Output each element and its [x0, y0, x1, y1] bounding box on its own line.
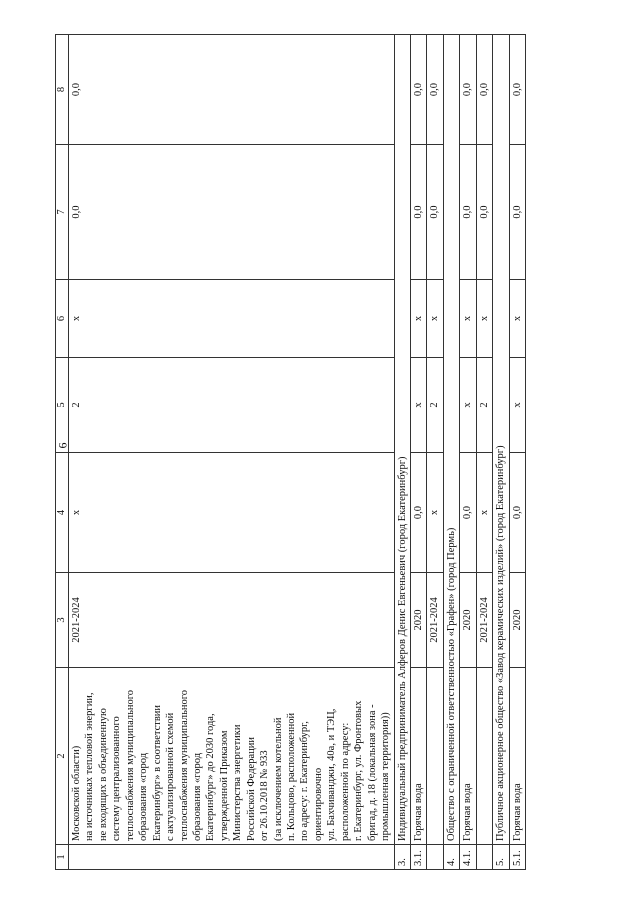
section-title: Индивидуальный предприниматель Алферов Денис Евгеньевич (город Екатеринбург) [394, 35, 410, 845]
table-row [410, 35, 426, 870]
value-cell-8: 0,0 [410, 35, 426, 145]
value-cell-5: х [509, 358, 525, 453]
value-cell-6: х [460, 280, 476, 358]
value-cell-8: 0,0 [509, 35, 525, 145]
row-number-cell [69, 845, 395, 870]
value-cell-5: х [410, 358, 426, 453]
value-cell-8: 0,0 [69, 35, 395, 145]
value-cell-8: 0,0 [460, 35, 476, 145]
section-row [394, 35, 410, 870]
description-line: образования «город [138, 752, 150, 841]
description-cell: Горячая вода [460, 668, 476, 845]
value-cell-8: 0,0 [427, 35, 443, 145]
row-number-cell [476, 845, 492, 870]
description-line: теплоснабжения муниципального [124, 689, 136, 841]
value-cell-4: х [69, 453, 395, 573]
description-cell: Горячая вода [509, 668, 525, 845]
section-number: 5. [493, 845, 509, 870]
description-line: Российской Федерации [245, 737, 257, 841]
table-row [427, 35, 443, 870]
value-cell-8: 0,0 [476, 35, 492, 145]
value-cell-7: 0,0 [69, 145, 395, 280]
description-line: промышленная территория)) [380, 712, 392, 841]
table-row [460, 35, 476, 870]
description-line: образования «город [191, 752, 203, 841]
value-cell-7: 0,0 [460, 145, 476, 280]
value-cell-4: х [476, 453, 492, 573]
description-cell [69, 668, 395, 845]
description-line: Екатеринбург» в соответствии [151, 704, 163, 841]
header-cell: 5 [56, 358, 69, 453]
header-cell: 4 [56, 453, 69, 573]
value-cell-6: х [427, 280, 443, 358]
page-number: 6 [55, 442, 70, 449]
description-line: Министерства энергетики [232, 724, 244, 841]
row-number-cell: 4.1. [460, 845, 476, 870]
description-line: на источниках тепловой энергии, [84, 692, 96, 841]
period-cell: 2020 [460, 573, 476, 668]
header-cell: 6 [56, 280, 69, 358]
value-cell-7: 0,0 [410, 145, 426, 280]
description-line: п. Кольцово, расположенной [286, 712, 297, 841]
description-cell [427, 668, 443, 845]
row-number-cell: 5.1. [509, 845, 525, 870]
description-line: расположенной по адресу: [339, 722, 351, 841]
row-number-cell: 3.1. [410, 845, 426, 870]
section-row [443, 35, 459, 870]
description-line: утвержденной Приказом [218, 730, 230, 841]
header-cell: 8 [56, 35, 69, 145]
period-cell: 2021-2024 [427, 573, 443, 668]
period-cell: 2020 [509, 573, 525, 668]
tariff-table-rotated [55, 35, 580, 870]
description-cell [476, 668, 492, 845]
description-line: с актуализированной схемой [165, 712, 177, 841]
value-cell-7: 0,0 [509, 145, 525, 280]
value-cell-6: х [476, 280, 492, 358]
table-row [509, 35, 525, 870]
value-cell-5: 2 [427, 358, 443, 453]
row-number-cell [427, 845, 443, 870]
main-row [69, 35, 395, 870]
period-cell: 2021-2024 [476, 573, 492, 668]
section-title: Общество с ограниченной ответственностью «Графен» (город Пермь) [443, 35, 459, 845]
description-line: г. Екатеринбург, ул. Фронтовых [353, 700, 365, 841]
period-cell: 2020 [410, 573, 426, 668]
value-cell-7: 0,0 [476, 145, 492, 280]
tariff-table [55, 34, 526, 870]
description-line: ориентировочно [312, 767, 324, 841]
section-title: Публичное акционерное общество «Завод керамических изделий» (город Екатеринбург) [493, 35, 509, 845]
description-line: Екатеринбург» до 2030 года, [205, 713, 217, 841]
value-cell-5: 2 [69, 358, 395, 453]
value-cell-5: 2 [476, 358, 492, 453]
value-cell-4: 0,0 [460, 453, 476, 573]
description-line: Московской области) [71, 745, 82, 841]
header-cell: 3 [56, 573, 69, 668]
table-row [476, 35, 492, 870]
description-line: по адресу: г. Екатеринбург, [299, 721, 311, 841]
description-line: ул. Бахчиванджи, 40а, и ТЭЦ, [326, 708, 338, 841]
section-number: 4. [443, 845, 459, 870]
value-cell-4: 0,0 [509, 453, 525, 573]
description-line: бригад, д. 18 (локальная зона - [366, 704, 378, 841]
value-cell-4: 0,0 [410, 453, 426, 573]
description-line: систему централизованного [111, 716, 123, 841]
header-cell: 2 [56, 668, 69, 845]
value-cell-4: х [427, 453, 443, 573]
header-cell: 1 [56, 845, 69, 870]
value-cell-5: х [460, 358, 476, 453]
section-number: 3. [394, 845, 410, 870]
value-cell-6: х [69, 280, 395, 358]
description-line: (за исключением котельной [272, 717, 284, 841]
header-cell: 7 [56, 145, 69, 280]
value-cell-6: х [410, 280, 426, 358]
description-line: не входящих в объединенную [97, 708, 109, 841]
period-cell: 2021-2024 [69, 573, 395, 668]
section-row [493, 35, 509, 870]
header-row [56, 35, 69, 870]
description-line: от 26.10.2018 № 933 [259, 750, 271, 841]
description-line: теплоснабжения муниципального [178, 689, 190, 841]
value-cell-7: 0,0 [427, 145, 443, 280]
description-cell: Горячая вода [410, 668, 426, 845]
value-cell-6: х [509, 280, 525, 358]
